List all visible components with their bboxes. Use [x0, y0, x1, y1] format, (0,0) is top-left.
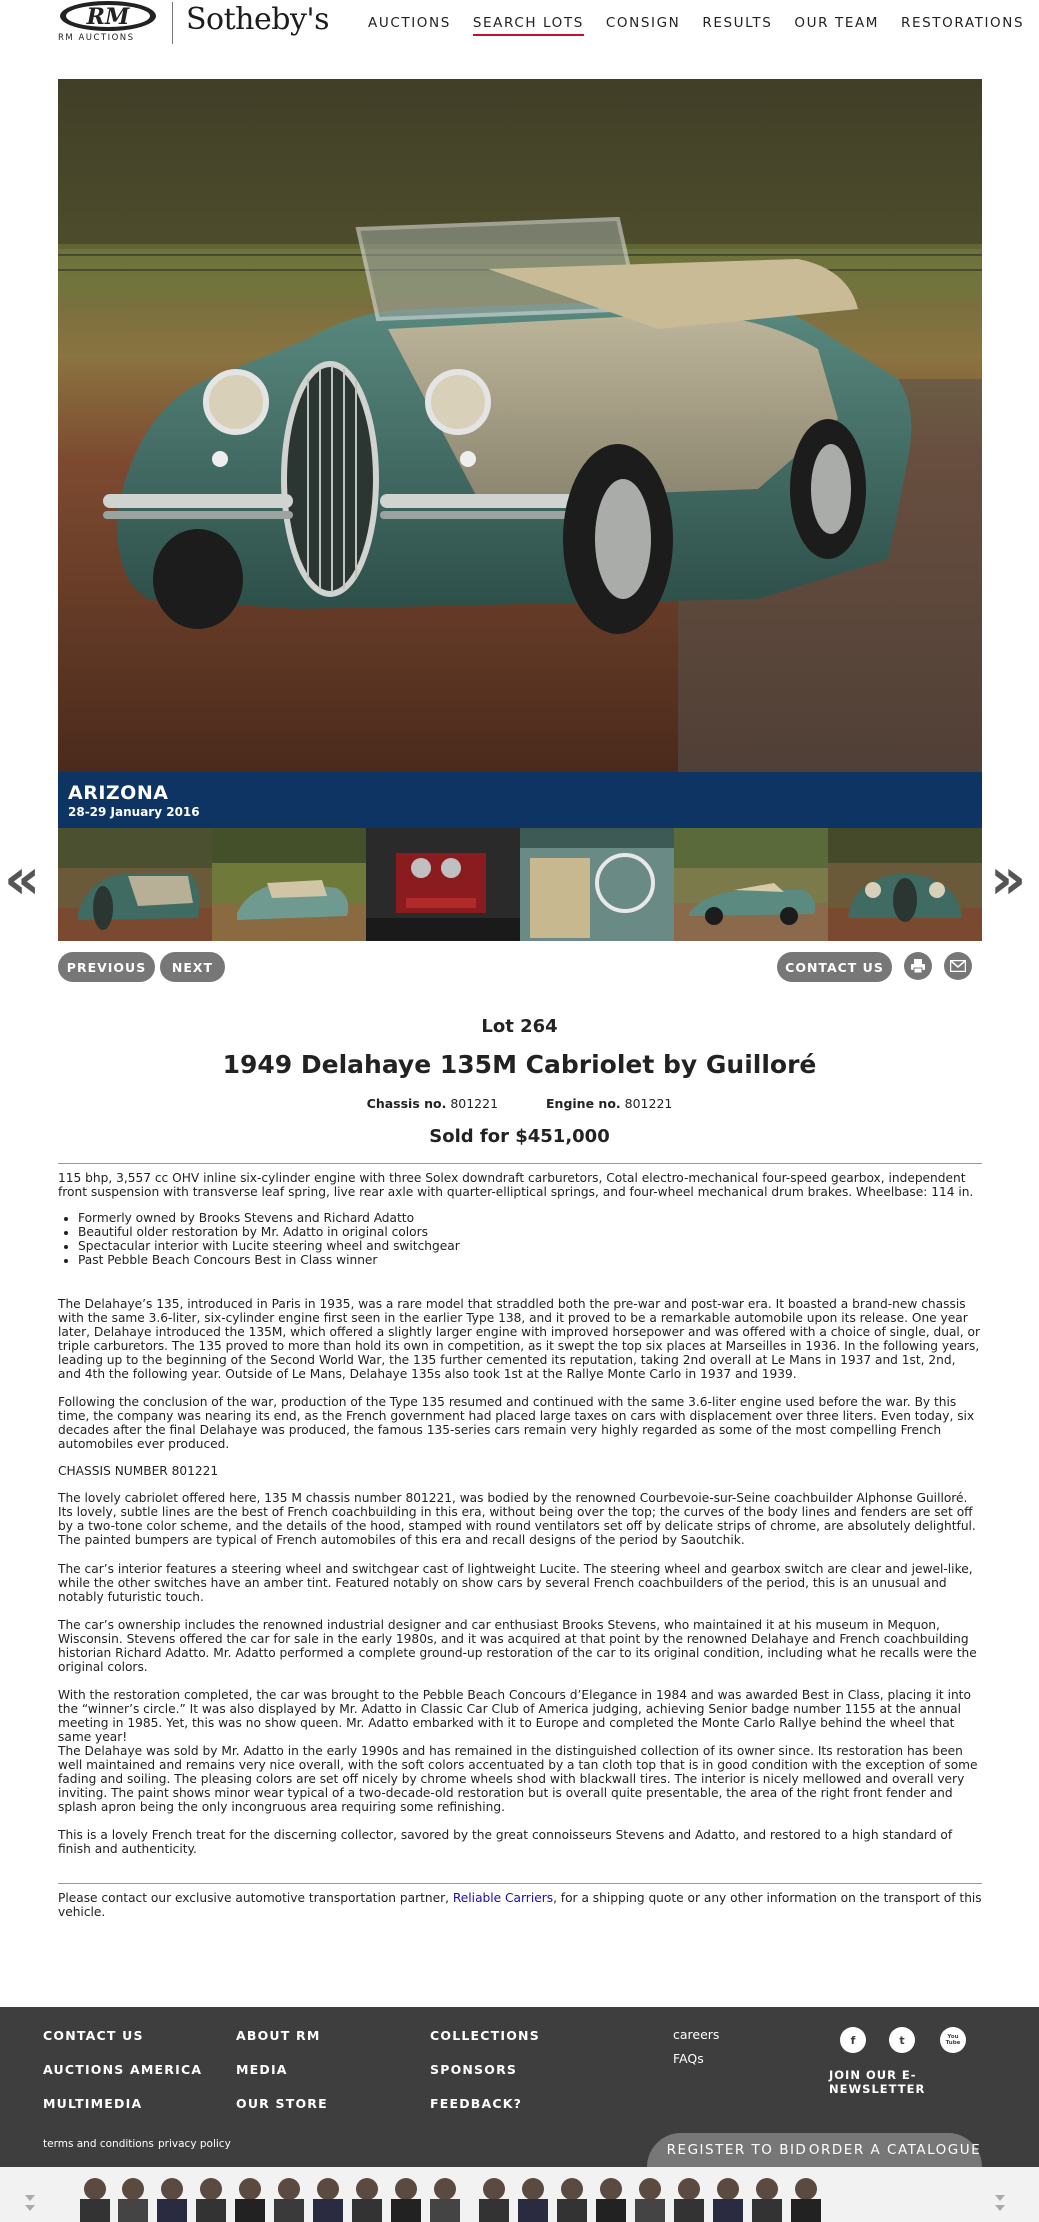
email-icon[interactable]: [944, 952, 972, 980]
engine-label: Engine no.: [546, 1096, 621, 1111]
twitter-icon[interactable]: t: [889, 2027, 915, 2053]
sold-price: Sold for $451,000: [429, 1126, 610, 1147]
description-paragraph-7: The Delahaye was sold by Mr. Adatto in the early 1990s and has remained in the distinguished collection of its owner since. Its restoration has been well maintained and remains very nice overall, with the soft colors accentuated by a tan cloth top that is in good condition with the exception of some fading and soiling. The pleasing colors are set off nicely by chrome wheels shod with blackwall tires. The interior is nicely mellowed and overall very inviting. The paint shows minor wear typical of a two-decade-old restoration but is overall quite presentable, the area of the right front fender and splash apron being the only incongruous area requiring some refinishing.: [58, 1744, 978, 1814]
rm-auctions-logo[interactable]: [58, 0, 158, 46]
previous-lot-button[interactable]: PREVIOUS: [58, 952, 155, 982]
auction-banner: [58, 772, 982, 828]
rm-logo-letters: RM: [86, 4, 130, 30]
description-paragraph-6: With the restoration completed, the car was brought to the Pebble Beach Concours d’Elegance in 1984 and was awarded Best in Class, placing it into the “winner’s circle.” It was also displayed by Mr. Adatto in Classic Car Club of America judging, achieving Senior badge number 1155 at the annual meeting in 1985. Yet, this was no show queen. Mr. Adatto embarked with it to Europe and completed the Monte Carlo Rallye behind the wheel that same year!: [58, 1688, 971, 1744]
highlight-item: • Beautiful older restoration by Mr. Adatto in original colors: [78, 1225, 460, 1239]
specs-paragraph: 115 bhp, 3,557 cc OHV inline six-cylinder engine with three Solex downdraft carburetors, Cotal electro-mechanical four-speed gearbox, independent front suspension with transverse leaf spring, live rear axle with quarter-elliptical springs, and four-wheel mechanical drum brakes. Wheelbase: 114 in.: [58, 1171, 974, 1199]
thumbnail-side-profile[interactable]: [674, 828, 828, 941]
engine-value: 801221: [624, 1096, 673, 1111]
chassis-label: Chassis no.: [366, 1096, 447, 1111]
register-to-bid-button[interactable]: REGISTER TO BID: [647, 2133, 827, 2167]
print-icon[interactable]: [904, 952, 932, 980]
highlight-item: • Past Pebble Beach Concours Best in Class winner: [78, 1253, 460, 1267]
footer-auctions-america[interactable]: AUCTIONS AMERICA: [43, 2062, 203, 2077]
footer-faqs[interactable]: FAQs: [673, 2051, 704, 2066]
lot-title: 1949 Delahaye 135M Cabriolet by Guilloré: [222, 1050, 817, 1079]
nav-search-lots[interactable]: SEARCH LOTS: [473, 15, 584, 36]
lot-number: Lot 264: [481, 1016, 558, 1037]
description-paragraph-4: The car’s interior features a steering wheel and switchgear cast of lightweight Lucite. The steering wheel and gearbox switch are clear and jewel-like, while the other switches have an amber tint. Featured notably on show cars by several French coachbuilders of the period, this is an unusual and notably futuristic touch.: [58, 1562, 973, 1604]
thumbnail-front-view[interactable]: [828, 828, 982, 941]
highlights-list: [78, 1211, 460, 1267]
gallery-prev-arrow-icon[interactable]: «: [4, 847, 41, 912]
thumbnail-engine-bay[interactable]: [366, 828, 520, 941]
footer-media[interactable]: MEDIA: [236, 2062, 288, 2077]
contact-us-button[interactable]: CONTACT US: [777, 952, 892, 982]
youtube-icon[interactable]: You Tube: [940, 2027, 966, 2053]
order-catalogue-button[interactable]: ORDER A CATALOGUE: [808, 2133, 982, 2167]
chassis-number-heading: CHASSIS NUMBER 801221: [58, 1464, 219, 1478]
description-paragraph-5: The car’s ownership includes the renowned industrial designer and car enthusiast Brooks Stevens, who maintained it at his museum in Mequon, Wisconsin. Stevens offered the car for sale in the early 1980s, and it was acquired at that point by the renowned Delahaye and French coachbuilding historian Richard Adatto. Mr. Adatto performed a complete ground-up restoration of the car to its original condition, including what he recalls were the original colors.: [58, 1618, 977, 1674]
footer-about-rm[interactable]: ABOUT RM: [236, 2028, 321, 2043]
reliable-carriers-link[interactable]: Reliable Carriers: [452, 1891, 554, 1905]
next-lot-button[interactable]: NEXT: [160, 952, 225, 982]
chassis-value: 801221: [450, 1096, 499, 1111]
footer-sponsors[interactable]: SPONSORS: [430, 2062, 518, 2077]
divider-top: [58, 1163, 982, 1164]
thumbnail-rear-three-quarter[interactable]: [212, 828, 366, 941]
description-paragraph-3: The lovely cabriolet offered here, 135 M chassis number 801221, was bodied by the renowned Courbevoie-sur-Seine coachbuilder Alphonse Guilloré. Its lovely, subtle lines are the best of French coachbuilding in this era, without being over the top; the curves of the body lines and fenders are set off by a two-tone color scheme, and the details of the hood, stamped with round ventilators set off by delicate strips of chrome, are absolutely delightful. The painted bumpers are typical of French automobiles of this era and recall designs of the period by Saoutchik.: [58, 1491, 976, 1547]
footer-careers[interactable]: careers: [673, 2027, 720, 2042]
highlight-item: • Formerly owned by Brooks Stevens and Richard Adatto: [78, 1211, 460, 1225]
history-paragraph-1: The Delahaye’s 135, introduced in Paris in 1935, was a rare model that straddled both the pre-war and post-war era. It boasted a brand-new chassis with the same 3.6-liter, six-cylinder engine first seen in the earlier Type 138, and it proved to be a remarkable automobile upon its release. One year later, Delahaye introduced the 135M, which offered a slightly larger engine with improved horsepower and was offered with a choice of single, dual, or triple carburetors. The 135 proved to more than hold its own in competition, as it swept the top six places at Marseilles in 1936. In the following years, leading up to the beginning of the Second World War, the 135 further cemented its reputation, taking 2nd overall at Le Mans in 1937 and 1st, 2nd, and 4th the following year. Outside of Le Mans, Delahaye 135s also took 1st at the Rallye Monte Carlo in 1937 and 1939.: [58, 1297, 981, 1381]
history-paragraph-2: Following the conclusion of the war, production of the Type 135 resumed and continued with the same 3.6-liter engine used before the war. By this time, the company was nearing its end, as the French government had placed large taxes on cars with displacement over three liters. Even today, six decades after the final Delahaye was produced, the famous 135-series cars remain very highly regarded as some of the most compelling French automobiles ever produced.: [58, 1395, 975, 1451]
shipping-note: [58, 1891, 982, 1919]
main-nav: [368, 15, 1024, 36]
footer-our-store[interactable]: OUR STORE: [236, 2096, 328, 2111]
nav-auctions[interactable]: AUCTIONS: [368, 15, 451, 31]
rm-logo-caption: RM AUCTIONS: [58, 33, 135, 43]
footer-multimedia[interactable]: MULTIMEDIA: [43, 2096, 143, 2111]
chassis-engine-row: [0, 1096, 1039, 1111]
nav-our-team[interactable]: OUR TEAM: [794, 15, 880, 31]
facebook-icon[interactable]: f: [840, 2027, 866, 2053]
nav-consign[interactable]: CONSIGN: [605, 15, 681, 31]
privacy-link[interactable]: privacy policy: [158, 2138, 231, 2150]
hero-car-photo[interactable]: [58, 79, 982, 772]
shipping-text-pre: Please contact our exclusive automotive transportation partner,: [58, 1891, 453, 1905]
divider-bottom: [58, 1883, 982, 1884]
logo-divider: [172, 2, 173, 44]
thumbnail-front-three-quarter[interactable]: [58, 828, 212, 941]
terms-link[interactable]: terms and conditions: [43, 2138, 154, 2150]
highlight-item: • Spectacular interior with Lucite steering wheel and switchgear: [78, 1239, 460, 1253]
thumbnail-interior[interactable]: [520, 828, 674, 941]
footer-collections[interactable]: COLLECTIONS: [430, 2028, 540, 2043]
nav-results[interactable]: RESULTS: [702, 15, 773, 31]
footer-feedback[interactable]: FEEDBACK?: [430, 2096, 523, 2111]
join-newsletter-link[interactable]: JOIN OUR E-NEWSLETTER: [829, 2068, 926, 2096]
shipping-text-post: , for a shipping quote or any other information on the transport of this vehicle.: [58, 1891, 982, 1919]
auction-date: 28-29 January 2016: [68, 805, 200, 819]
nav-restorations[interactable]: RESTORATIONS: [901, 15, 1025, 31]
sothebys-logo[interactable]: Sotheby's: [186, 2, 330, 37]
gallery-next-arrow-icon[interactable]: »: [990, 847, 1027, 912]
thumbnail-strip: [58, 828, 982, 941]
site-header: [0, 0, 1039, 50]
auction-location: ARIZONA: [68, 782, 169, 804]
footer-contact-us[interactable]: CONTACT US: [43, 2028, 144, 2043]
team-photo-strip: [0, 2167, 1039, 2222]
description-paragraph-8: This is a lovely French treat for the discerning collector, savored by the great connoisseurs Stevens and Adatto, and restored to a high standard of finish and authenticity.: [58, 1828, 953, 1856]
